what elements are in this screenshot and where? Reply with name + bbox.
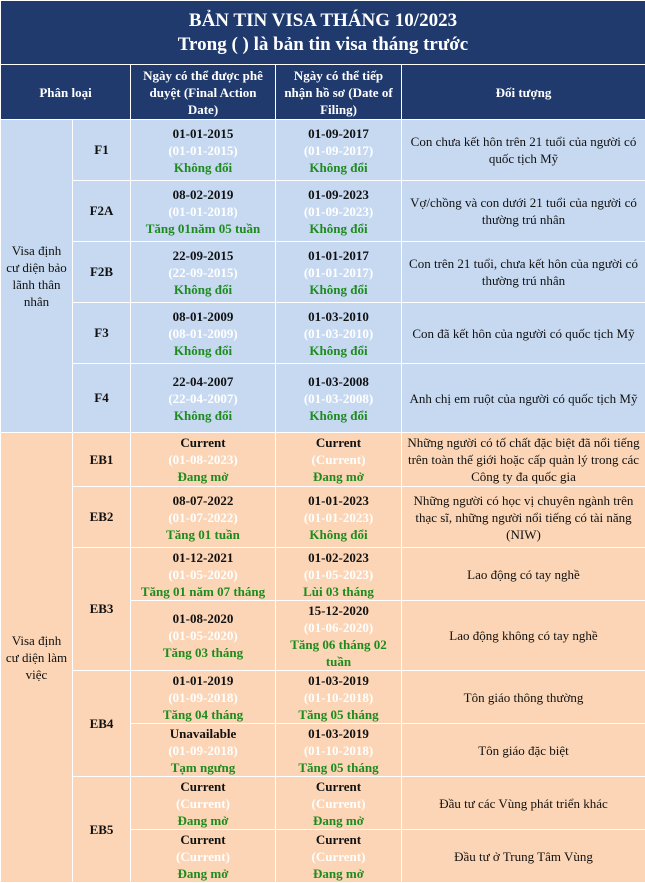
- table-row-f2b: [1, 242, 645, 303]
- change-note: Đang mở: [134, 468, 272, 485]
- current-date: Current: [279, 831, 398, 848]
- current-date: 01-03-2019: [279, 672, 398, 689]
- change-note: Không đổi: [134, 407, 272, 424]
- final-action-cell: [131, 724, 276, 777]
- previous-date: (Current): [134, 848, 272, 865]
- previous-date: (01-09-2023): [279, 203, 398, 220]
- target-cell: Con trên 21 tuổi, chưa kết hôn của người có thường trú nhân: [402, 242, 645, 303]
- previous-date: (01-06-2020): [279, 619, 398, 636]
- change-note: Đang mở: [134, 812, 272, 829]
- change-note: Tạm ngưng: [134, 759, 272, 776]
- final-action-cell: [131, 671, 276, 724]
- filing-date-cell: [276, 548, 402, 601]
- filing-date-cell: [276, 364, 402, 433]
- bulletin-title-line1: BẢN TIN VISA THÁNG 10/2023: [4, 9, 642, 33]
- final-action-cell: [131, 364, 276, 433]
- header-category: Phân loại: [1, 65, 131, 120]
- change-note: Đang mở: [134, 865, 272, 882]
- current-date: 01-01-2019: [134, 672, 272, 689]
- category-cell: F2A: [73, 181, 131, 242]
- target-cell: Tôn giáo thông thường: [402, 671, 645, 724]
- previous-date: (01-10-2018): [279, 742, 398, 759]
- target-cell: Đầu tư ở Trung Tâm Vùng: [402, 830, 645, 883]
- table-row-eb2: [1, 487, 645, 548]
- filing-date-cell: [276, 830, 402, 883]
- target-cell: Những người có học vị chuyên ngành trên thạc sĩ, những người nổi tiếng có tài năng (NIW): [402, 487, 645, 548]
- filing-date-cell: [276, 303, 402, 364]
- previous-date: (22-09-2015): [134, 264, 272, 281]
- final-action-cell: [131, 601, 276, 671]
- category-cell: EB4: [73, 671, 131, 777]
- change-note: Không đổi: [134, 281, 272, 298]
- current-date: Current: [134, 831, 272, 848]
- change-note: Đang mở: [279, 812, 398, 829]
- target-cell: Tôn giáo đặc biệt: [402, 724, 645, 777]
- previous-date: (01-05-2023): [279, 566, 398, 583]
- table-row-f2a: [1, 181, 645, 242]
- current-date: 01-02-2023: [279, 549, 398, 566]
- filing-date-cell: [276, 671, 402, 724]
- current-date: 01-03-2008: [279, 373, 398, 390]
- previous-date: (01-03-2008): [279, 390, 398, 407]
- current-date: 01-09-2023: [279, 186, 398, 203]
- current-date: 01-01-2015: [134, 125, 272, 142]
- group-family: Visa định cư diện bảo lãnh thân nhân: [1, 120, 73, 433]
- filing-date-cell: [276, 181, 402, 242]
- previous-date: (01-07-2022): [134, 509, 272, 526]
- final-action-cell: [131, 548, 276, 601]
- table-row-f4: [1, 364, 645, 433]
- previous-date: (01-09-2017): [279, 142, 398, 159]
- current-date: 01-08-2020: [134, 610, 272, 627]
- current-date: 01-03-2010: [279, 308, 398, 325]
- header-row: [1, 65, 645, 120]
- current-date: 01-01-2017: [279, 247, 398, 264]
- final-action-cell: [131, 487, 276, 548]
- title-row: [1, 1, 645, 65]
- target-cell: Vợ/chồng và con dưới 21 tuổi của người có thường trú nhân: [402, 181, 645, 242]
- filing-date-cell: [276, 120, 402, 181]
- table-row-eb4-ordinary: [1, 671, 645, 724]
- change-note: Đang mở: [279, 865, 398, 882]
- current-date: 01-01-2023: [279, 492, 398, 509]
- change-note: Đang mở: [279, 468, 398, 485]
- change-note: Tăng 04 tháng: [134, 706, 272, 723]
- change-note: Tăng 01 tuần: [134, 526, 272, 543]
- final-action-cell: [131, 120, 276, 181]
- table-row-eb5-other: [1, 777, 645, 830]
- previous-date: (01-05-2020): [134, 566, 272, 583]
- filing-date-cell: [276, 724, 402, 777]
- current-date: 08-02-2019: [134, 186, 272, 203]
- target-cell: Lao động có tay nghề: [402, 548, 645, 601]
- table-row-f1: [1, 120, 645, 181]
- filing-date-cell: [276, 487, 402, 548]
- current-date: 08-07-2022: [134, 492, 272, 509]
- change-note: Tăng 05 tháng: [279, 706, 398, 723]
- previous-date: (Current): [279, 451, 398, 468]
- current-date: 01-03-2019: [279, 725, 398, 742]
- target-cell: Đầu tư các Vùng phát triển khác: [402, 777, 645, 830]
- change-note: Tăng 06 tháng 02 tuần: [279, 636, 398, 670]
- change-note: Tăng 01năm 05 tuần: [134, 220, 272, 237]
- table-row-eb3-skilled: [1, 548, 645, 601]
- change-note: Lùi 03 tháng: [279, 583, 398, 600]
- change-note: Tăng 01 năm 07 tháng: [134, 583, 272, 600]
- target-cell: Con chưa kết hôn trên 21 tuổi của người có quốc tịch Mỹ: [402, 120, 645, 181]
- change-note: Tăng 03 tháng: [134, 644, 272, 661]
- final-action-cell: [131, 242, 276, 303]
- previous-date: (01-01-2017): [279, 264, 398, 281]
- change-note: Không đổi: [279, 407, 398, 424]
- previous-date: (Current): [279, 848, 398, 865]
- change-note: Không đổi: [279, 526, 398, 543]
- previous-date: (Current): [279, 795, 398, 812]
- filing-date-cell: [276, 433, 402, 487]
- category-cell: F2B: [73, 242, 131, 303]
- change-note: Không đổi: [279, 342, 398, 359]
- header-final-action-date: Ngày có thể được phê duyệt (Final Action Date): [131, 65, 276, 120]
- final-action-cell: [131, 303, 276, 364]
- filing-date-cell: [276, 777, 402, 830]
- bulletin-title: [1, 1, 645, 65]
- header-date-of-filing: Ngày có thể tiếp nhận hồ sơ (Date of Filing): [276, 65, 402, 120]
- current-date: 08-01-2009: [134, 308, 272, 325]
- change-note: Không đổi: [279, 220, 398, 237]
- change-note: Không đổi: [134, 159, 272, 176]
- current-date: 01-12-2021: [134, 549, 272, 566]
- current-date: 22-04-2007: [134, 373, 272, 390]
- target-cell: Con đã kết hôn của người có quốc tịch Mỹ: [402, 303, 645, 364]
- table-row-eb1: [1, 433, 645, 487]
- filing-date-cell: [276, 601, 402, 671]
- current-date: Unavailable: [134, 725, 272, 742]
- table-row-f3: [1, 303, 645, 364]
- header-target: Đối tượng: [402, 65, 645, 120]
- previous-date: (01-08-2023): [134, 451, 272, 468]
- final-action-cell: [131, 181, 276, 242]
- category-cell: EB5: [73, 777, 131, 883]
- previous-date: (01-03-2010): [279, 325, 398, 342]
- previous-date: (08-01-2009): [134, 325, 272, 342]
- previous-date: (Current): [134, 795, 272, 812]
- final-action-cell: [131, 777, 276, 830]
- previous-date: (01-10-2018): [279, 689, 398, 706]
- previous-date: (01-05-2020): [134, 627, 272, 644]
- current-date: 15-12-2020: [279, 602, 398, 619]
- current-date: Current: [134, 434, 272, 451]
- change-note: Không đổi: [279, 281, 398, 298]
- target-cell: Những người có tố chất đặc biệt đã nổi tiếng trên toàn thế giới hoặc cấp quản lý trong các Công ty đa quốc gia: [402, 433, 645, 487]
- previous-date: (01-01-2023): [279, 509, 398, 526]
- previous-date: (01-09-2018): [134, 742, 272, 759]
- change-note: Không đổi: [134, 342, 272, 359]
- category-cell: EB3: [73, 548, 131, 671]
- category-cell: F4: [73, 364, 131, 433]
- category-cell: EB2: [73, 487, 131, 548]
- previous-date: (01-01-2015): [134, 142, 272, 159]
- bulletin-subtitle: Trong ( ) là bản tin visa tháng trước: [4, 33, 642, 57]
- current-date: 22-09-2015: [134, 247, 272, 264]
- previous-date: (01-01-2018): [134, 203, 272, 220]
- final-action-cell: [131, 830, 276, 883]
- category-cell: EB1: [73, 433, 131, 487]
- group-employment: Visa định cư diện làm việc: [1, 433, 73, 883]
- filing-date-cell: [276, 242, 402, 303]
- current-date: Current: [279, 434, 398, 451]
- change-note: Không đổi: [279, 159, 398, 176]
- current-date: 01-09-2017: [279, 125, 398, 142]
- target-cell: Lao động không có tay nghề: [402, 601, 645, 671]
- target-cell: Anh chị em ruột của người có quốc tịch Mỹ: [402, 364, 645, 433]
- current-date: Current: [279, 778, 398, 795]
- category-cell: F1: [73, 120, 131, 181]
- change-note: Tăng 05 tháng: [279, 759, 398, 776]
- previous-date: (01-09-2018): [134, 689, 272, 706]
- previous-date: (22-04-2007): [134, 390, 272, 407]
- final-action-cell: [131, 433, 276, 487]
- category-cell: F3: [73, 303, 131, 364]
- current-date: Current: [134, 778, 272, 795]
